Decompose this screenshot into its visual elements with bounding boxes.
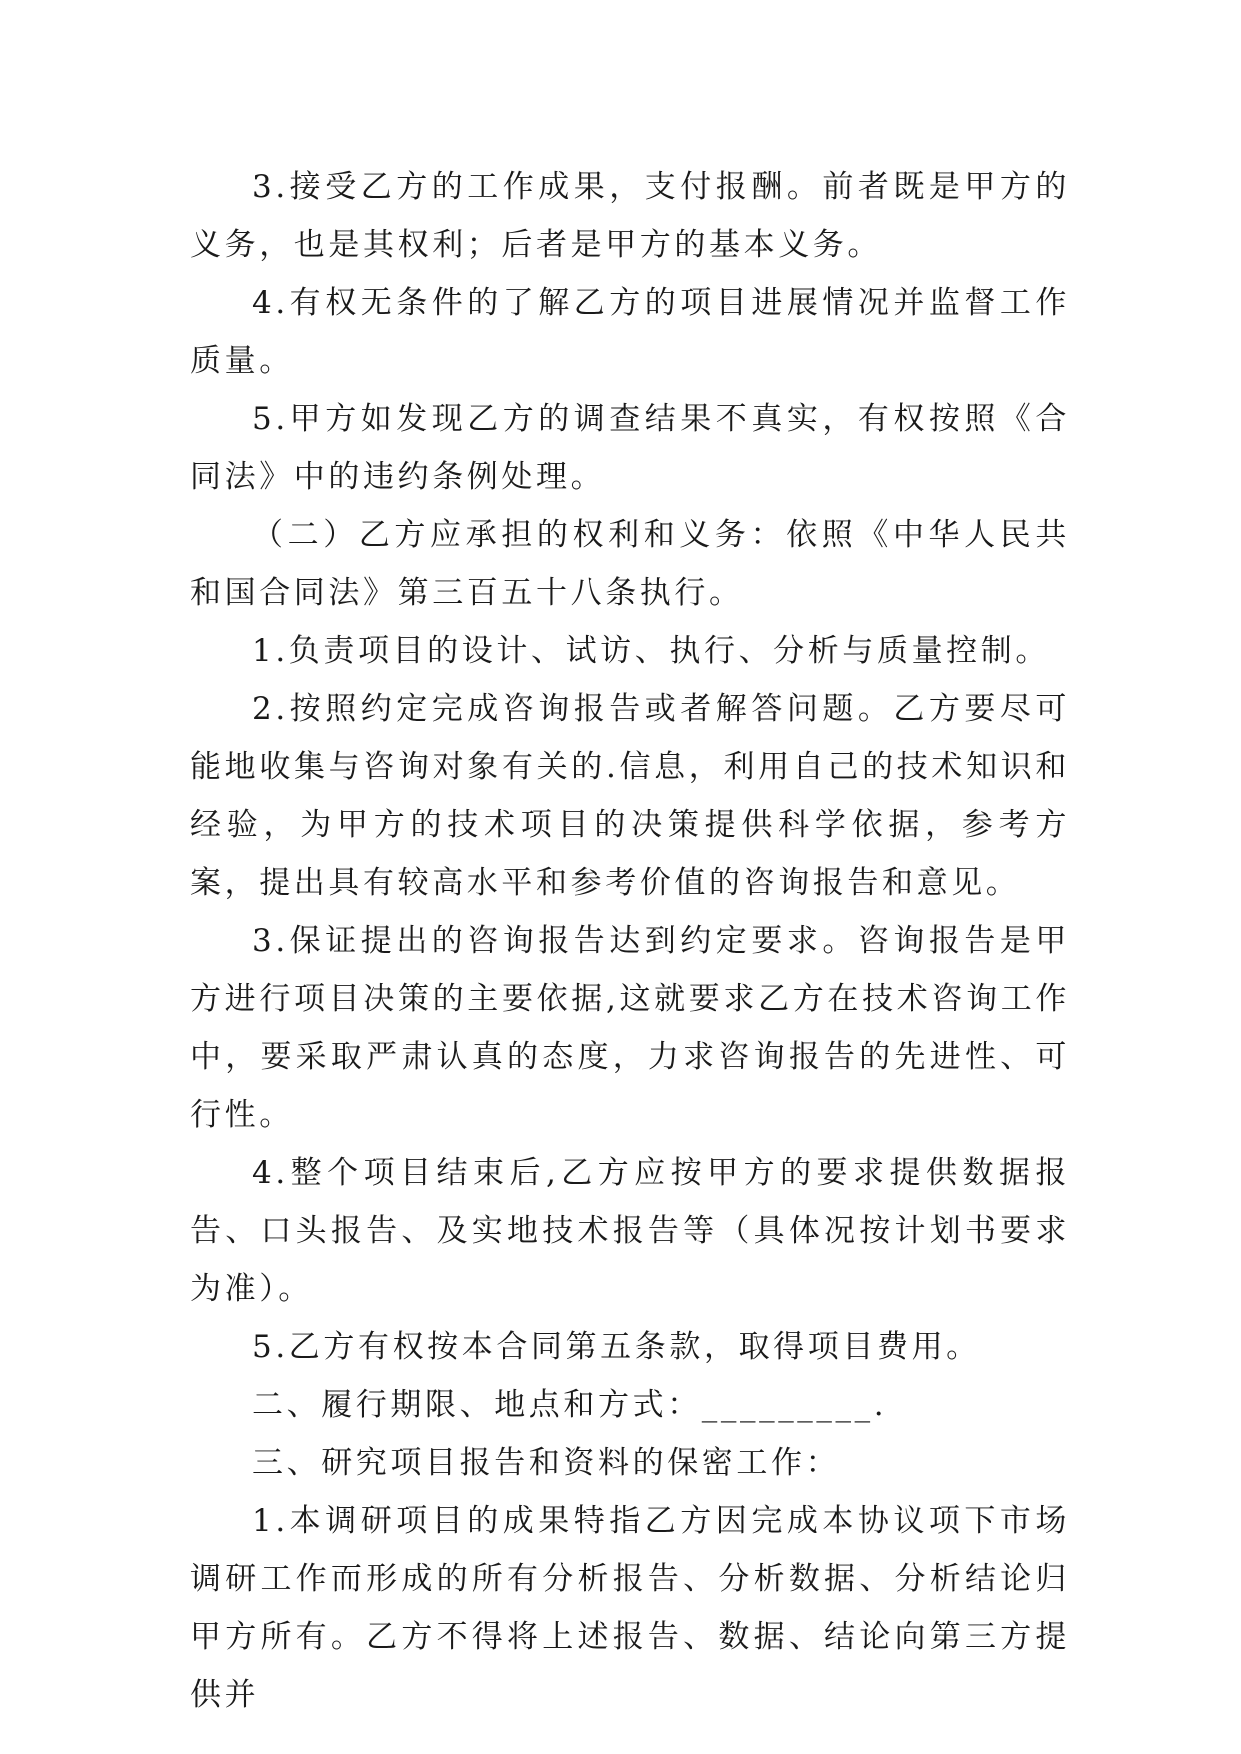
paragraph-7: 3.保证提出的咨询报告达到约定要求。咨询报告是甲方进行项目决策的主要依据,这就要求乙方在技术咨询工作中，要采取严肃认真的态度，力求咨询报告的先进性、可行性。 — [190, 923, 1070, 1133]
paragraph-3: 5.甲方如发现乙方的调查结果不真实，有权按照《合同法》中的违约条例处理。 — [190, 401, 1070, 495]
paragraph-12: 1.本调研项目的成果特指乙方因完成本协议项下市场调研工作而形成的所有分析报告、分析数据、分析结论归甲方所有。乙方不得将上述报告、数据、结论向第三方提供并 — [190, 1503, 1070, 1713]
paragraph-5: 1.负责项目的设计、试访、执行、分析与质量控制。 — [252, 633, 1050, 669]
paragraph-9: 5.乙方有权按本合同第五条款，取得项目费用。 — [252, 1329, 981, 1365]
paragraph-6: 2.按照约定完成咨询报告或者解答问题。乙方要尽可能地收集与咨询对象有关的.信息，利用自己的技术知识和经验，为甲方的技术项目的决策提供科学依据，参考方案，提出具有较高水平和参考价值的咨询报告和意见。 — [190, 691, 1070, 901]
paragraph-4: （二）乙方应承担的权利和义务：依照《中华人民共和国合同法》第三百五十八条执行。 — [190, 517, 1070, 611]
paragraph-2: 4.有权无条件的了解乙方的项目进展情况并监督工作质量。 — [190, 285, 1070, 379]
paragraph-11: 三、研究项目报告和资料的保密工作： — [252, 1445, 841, 1481]
paragraph-1: 3.接受乙方的工作成果，支付报酬。前者既是甲方的义务，也是其权利；后者是甲方的基本义务。 — [190, 169, 1070, 263]
document-body — [190, 158, 1070, 1724]
paragraph-10: 二、履行期限、地点和方式：_________. — [252, 1387, 888, 1423]
paragraph-8: 4.整个项目结束后,乙方应按甲方的要求提供数据报告、口头报告、及实地技术报告等（具体况按计划书要求为准）。 — [190, 1155, 1070, 1307]
